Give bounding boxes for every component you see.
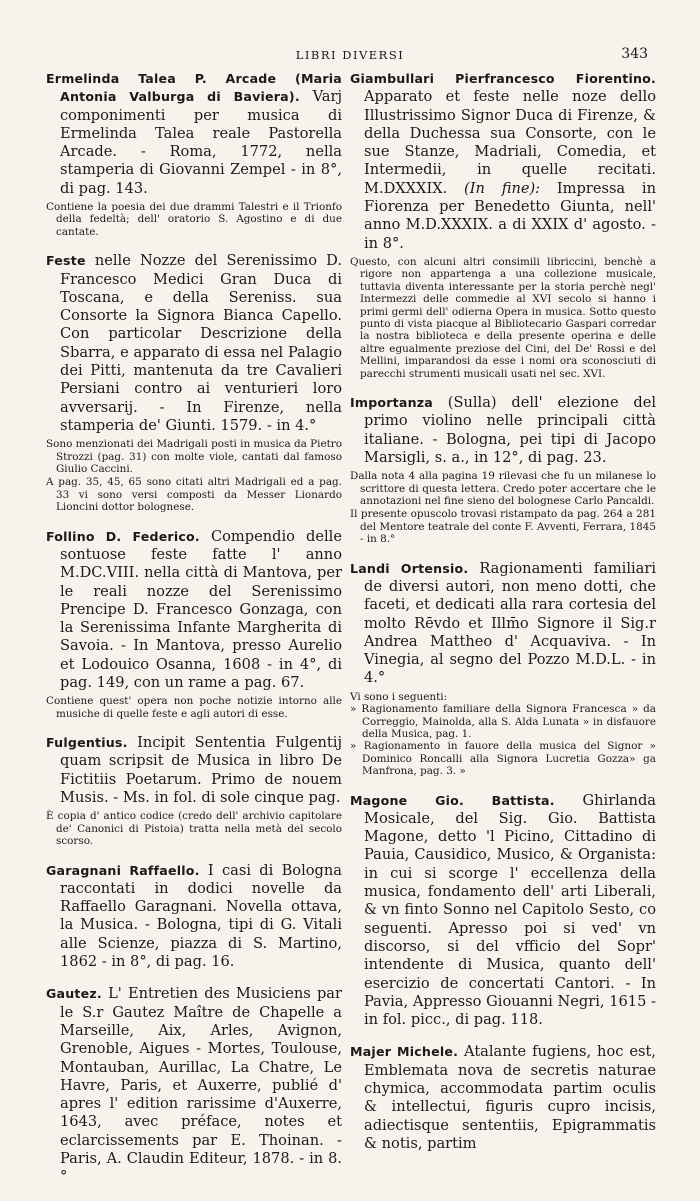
entry-text	[350, 70, 656, 253]
catalog-entry	[350, 792, 656, 1030]
entry-text	[350, 394, 656, 467]
entry-body: I casi di Bologna raccontati in dodici novelle da Raffaello Garagnani. Novella ottava, la Musica. - Bologna, tipi di G. Vitali alle Scienze, piazza di S. Martino, 1862 - in 8°, di pag. 16.	[60, 861, 342, 971]
entry-text	[350, 792, 656, 1030]
entry-text	[46, 734, 342, 807]
entry-body: Apparato et feste nelle noze dello Illustrissimo Signor Duca di Firenze, & della Duchessa sua Consorte, con le sue Stanze, Madriali, Comedia, et Intermedii, in quelle recitati. M.DXXXIX.	[364, 88, 656, 197]
entry-note: Contiene quest' opera non poche notizie intorno alle musiche di quelle feste e agli autori di esse.	[46, 695, 342, 720]
running-title: LIBRI DIVERSI	[295, 48, 405, 62]
entry-note: Dalla nota 4 alla pagina 19 rilevasi che fu un milanese lo scrittore di questa lettera. Credo poter accertare che le annotazioni nel fine sieno del bolognese Carlo Pancaldi.	[350, 470, 656, 508]
catalog-entry	[350, 70, 656, 380]
catalog-entry	[350, 394, 656, 546]
catalog-entry	[46, 70, 342, 238]
running-head	[0, 48, 700, 68]
note-line: » Ragionamento in fauore della musica del Signor » Dominico Roncalli alla Signora Lucretia Gozza» ga Manfrona, pag. 3. »	[350, 740, 656, 778]
entry-note-list	[350, 691, 656, 778]
entry-keyword: Feste	[46, 253, 86, 269]
entry-body: Varj componimenti per musica di Ermelinda Talea reale Pastorella Arcade. - Roma, 1772, nella stamperia di Giovanni Zempel - in 8°, di pag. 143.	[60, 88, 342, 197]
entry-keyword: Fulgentius.	[46, 735, 128, 751]
catalog-entry	[46, 528, 342, 720]
entry-keyword: Giambullari Pierfrancesco Fiorentino.	[350, 71, 656, 86]
entry-keyword: Landi Ortensio.	[350, 560, 469, 576]
entry-body: (Sulla) dell' elezione del primo violino nelle principali città italiane. - Bologna, pei tipi di Jacopo Marsigli, s. a., in 12°, di pag. 23.	[364, 394, 656, 466]
entry-body: Compendio delle sontuose feste fatte l' anno M.DC.VIII. nella città di Mantova, per le reali nozze del Serenissimo Prencipe D. Francesco Gonzaga, con la Serenissima Infante Margherita di Savoia. - In Mantova, presso Aurelio et Lodouico Osanna, 1608 - in 4°, di pag. 149, con un rame a pag. 67.	[60, 527, 342, 692]
entry-body: Atalante fugiens, hoc est, Emblemata nova de secretis naturae chymica, accommodata partim oculis & intellectui, figuris cupro incisis, adiectisque sententiis, Epigrammatis & notis, partim	[364, 1043, 656, 1152]
entry-body-cont: Impressa in Fiorenza per Benedetto Giunta, nell' anno M.D.XXXIX. a di XXIX d' agosto. - in 8°.	[364, 179, 656, 252]
entry-text	[46, 985, 342, 1186]
entry-body: nelle Nozze del Serenissimo D. Francesco Medici Gran Duca di Toscana, e della Sereniss. sua Consorte la Signora Bianca Capello. Con particolar Descrizione della Sbarra, e apparato di essa nel Palagio dei Pitti, mantenuta da tre Cavalieri Persiani contro ai venturieri loro avversarij. - In Firenze, nella stamperia de' Giunti. 1579. - in 4.°	[60, 252, 342, 434]
entry-keyword: Majer Michele.	[350, 1044, 459, 1060]
entry-text	[46, 70, 342, 198]
page-number: 343	[621, 46, 648, 62]
entry-italic: (In fine):	[447, 179, 541, 197]
entry-keyword: Garagnani Raffaello.	[46, 862, 200, 878]
entry-text	[350, 1043, 656, 1153]
entry-keyword: Follino D. Federico.	[46, 528, 200, 544]
catalog-entry	[46, 862, 342, 972]
catalog-entry	[46, 734, 342, 847]
left-column	[46, 70, 342, 1201]
entry-note: Sono menzionati dei Madrigali posti in musica da Pietro Strozzi (pag. 31) con molte viole, cantati dal famoso Giulio Caccini.	[46, 438, 342, 476]
entry-text	[46, 862, 342, 972]
entry-body: L' Entretien des Musiciens par le S.r Gautez Maître de Chapelle a Marseille, Aix, Arles, Avignon, Grenoble, Aigues - Mortes, Toulouse, Montauban, Aurillac, La Chatre, Le Havre, Paris, et Auxerre, publié d' apres l' edition rarissime d'Auxerre, 1643, avec préface, notes et eclarcissements par E. Thoinan. - Paris, A. Claudin Editeur, 1878. - in 8.°	[60, 985, 342, 1186]
entry-note: Questo, con alcuni altri consimili libriccini, benchè a rigore non appartenga a una collezione musicale, tuttavia diventa interessante per la storia perchè negl' Intermezzi delle commedie al XVI secolo si hanno i primi germi dell' odierna Opera in musica. Sotto questo punto di vista piacque al Bibliotecario Gaspari corredar la nostra biblioteca e della presente operina e delle altre egualmente preziose del Cini, del De' Rossi e del Mellini, imparandosi da esse i nomi ora sconosciuti di parecchi strumenti musicali usati nel sec. XVI.	[350, 255, 656, 380]
entry-note: A pag. 35, 45, 65 sono citati altri Madrigali ed a pag. 33 vi sono versi composti da Messer Lionardo Lioncini dottor bolognese.	[46, 476, 342, 514]
entry-keyword: Gautez.	[46, 986, 102, 1002]
entry-note: È copia d' antico codice (credo dell' archivio capitolare de' Canonici di Pistoia) tratta nella metà del secolo scorso.	[46, 810, 342, 848]
entry-body: Incipit Sententia Fulgentij quam scripsit de Musica in libro De Fictitiis Poetarum. Primo de nouem Musis. - Ms. in fol. di sole cinque pag.	[60, 734, 342, 807]
entry-text	[350, 560, 656, 688]
entry-body: Ragionamenti familiari de diversi autori, non meno dotti, che faceti, et dedicati alla rara cortesia del molto Rēvdo et Illm̄o Signore il Sig.r Andrea Mattheo d' Acquaviva. - In Vinegia, al segno del Pozzo M.D.L. - in 4.°	[364, 559, 657, 687]
entry-body: Ghirlanda Mosicale, del Sig. Gio. Battista Magone, detto 'l Picino, Cittadino di Pauia, Causidico, Musico, & Organista: in cui si scorge l' eccellenza della musica, fondamento dell' arti Liberali, & vn finto Sonno nel Capitolo Sesto, co seguenti. Apresso poi si ved' vn discorso, si del vfficio del Sopr' intendente di Musica, quanto dell' esercizio de concertati Cantori. - In Pavia, Appresso Giouanni Negri, 1615 - in fol. picc., di pag. 118.	[364, 791, 656, 1029]
note-line: » Ragionamento familiare della Signora Francesca » da Correggio, Mainolda, alla S. Alda Lunata » in disfauore della Musica, pag. 1.	[350, 703, 656, 740]
catalog-entry	[46, 985, 342, 1186]
entry-keyword: Ermelinda Talea P. Arcade (Maria Antonia Valburga di Baviera).	[46, 71, 342, 105]
entry-note: Il presente opuscolo trovasi ristampato da pag. 264 a 281 del Mentore teatrale del conte F. Avventi, Ferrara, 1845 - in 8.°	[350, 508, 656, 546]
right-column	[350, 70, 656, 1167]
entry-text	[46, 528, 342, 693]
entry-note: Contiene la poesia dei due drammi Talestri e il Trionfo della fedeltà; dell' oratorio S. Agostino e di due cantate.	[46, 201, 342, 238]
entry-keyword: Importanza	[350, 395, 433, 411]
catalog-entry	[350, 560, 656, 778]
entry-keyword: Magone Gio. Battista.	[350, 792, 555, 808]
catalog-entry	[350, 1043, 656, 1153]
note-line: Vi sono i seguenti:	[350, 690, 448, 703]
entry-text	[46, 252, 342, 435]
catalog-entry	[46, 252, 342, 513]
